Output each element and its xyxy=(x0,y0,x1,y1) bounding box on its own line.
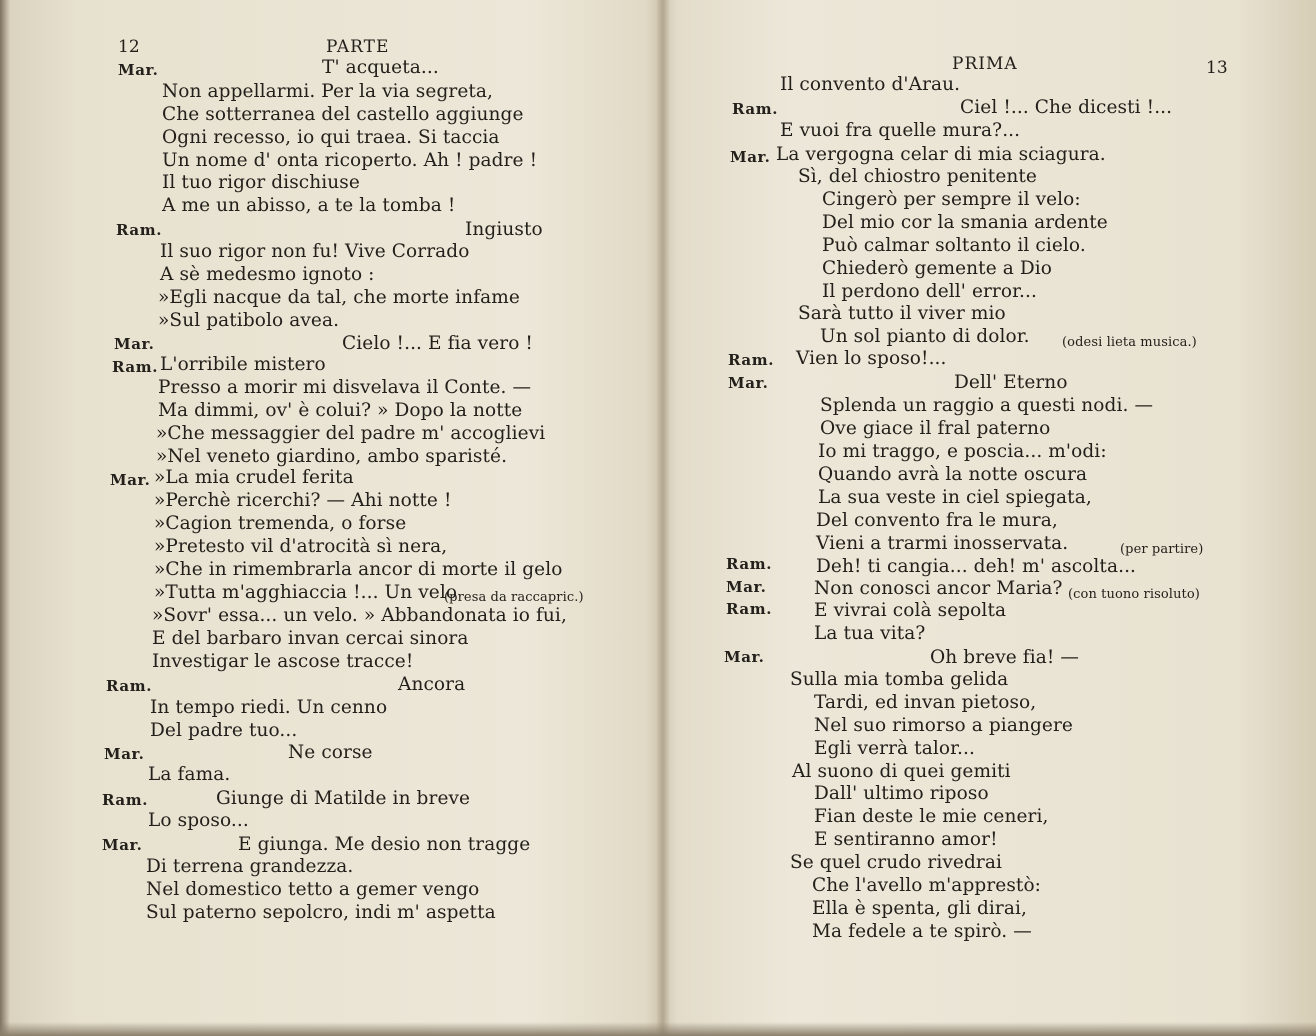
verse-line: Ciel !... Che dicesti !... xyxy=(960,97,1173,118)
speaker-label: Ram. xyxy=(112,358,159,376)
verse-line: Tardi, ed invan pietoso, xyxy=(814,692,1037,713)
verse-line: T' acqueta... xyxy=(322,57,439,78)
verse-line: Ingiusto xyxy=(465,219,543,240)
verse-line: Del mio cor la smania ardente xyxy=(822,212,1108,233)
verse-line: Sarà tutto il viver mio xyxy=(798,303,1006,324)
verse-line: E sentiranno amor! xyxy=(814,829,998,850)
verse-line: Del convento fra le mura, xyxy=(816,510,1058,531)
verse-line: Nel suo rimorso a piangere xyxy=(814,715,1073,736)
verse-line: »Cagion tremenda, o forse xyxy=(154,513,407,534)
verse-line: E vuoi fra quelle mura?... xyxy=(780,120,1021,141)
verse-line: Fian deste le mie ceneri, xyxy=(814,806,1049,827)
speaker-label: Ram. xyxy=(726,555,773,573)
speaker-label: Ram. xyxy=(732,100,779,118)
speaker-label: Mar. xyxy=(726,578,767,596)
verse-line: Chiederò gemente a Dio xyxy=(822,258,1053,279)
speaker-label: Mar. xyxy=(728,374,769,392)
verse-line: A sè medesmo ignoto : xyxy=(160,264,375,285)
verse-line: Egli verrà talor... xyxy=(814,738,975,759)
speaker-label: Mar. xyxy=(104,745,145,763)
right-page xyxy=(670,0,1316,1036)
verse-line: »Sovr' essa... un velo. » Abbandonata io fui, xyxy=(152,605,567,626)
verse-line: E giunga. Me desio non tragge xyxy=(238,834,531,855)
verse-line: Ogni recesso, io qui traea. Si taccia xyxy=(162,127,500,148)
verse-line: Deh! ti cangia... deh! m' ascolta... xyxy=(816,556,1137,577)
verse-line: Giunge di Matilde in breve xyxy=(216,788,471,809)
verse-line: L'orribile mistero xyxy=(160,354,326,375)
page-number: 13 xyxy=(1206,58,1228,78)
verse-line: Ancora xyxy=(398,674,466,695)
verse-line: »Sul patibolo avea. xyxy=(158,310,340,331)
verse-line: Io mi traggo, e poscia... m'odi: xyxy=(818,441,1107,462)
verse-line: Cielo !... E fia vero ! xyxy=(342,333,533,354)
verse-line: Il suo rigor non fu! Vive Corrado xyxy=(160,241,470,262)
verse-line: Il tuo rigor dischiuse xyxy=(162,172,360,193)
verse-line: Dell' Eterno xyxy=(954,372,1068,393)
speaker-label: Mar. xyxy=(724,648,765,666)
verse-line: La vergogna celar di mia sciagura. xyxy=(776,144,1106,165)
verse-line: Presso a morir mi disvelava il Conte. — xyxy=(158,377,532,398)
speaker-label: Ram. xyxy=(726,600,773,618)
verse-line: Un nome d' onta ricoperto. Ah ! padre ! xyxy=(162,150,538,171)
stage-direction: (con tuono risoluto) xyxy=(1068,587,1200,602)
speaker-label: Ram. xyxy=(116,221,163,239)
speaker-label: Mar. xyxy=(110,471,151,489)
verse-line: Che l'avello m'apprestò: xyxy=(812,875,1042,896)
verse-line: »Che messaggier del padre m' accoglievi xyxy=(156,423,546,444)
speaker-label: Mar. xyxy=(114,335,155,353)
speaker-label: Ram. xyxy=(102,791,149,809)
verse-line: Può calmar soltanto il cielo. xyxy=(822,235,1086,256)
verse-line: Al suono di quei gemiti xyxy=(792,761,1011,782)
verse-line: Ove giace il fral paterno xyxy=(820,418,1051,439)
verse-line: Un sol pianto di dolor. xyxy=(820,326,1030,347)
verse-line: Vieni a trarmi inosservata. xyxy=(816,533,1069,554)
verse-line: Il convento d'Arau. xyxy=(780,74,961,95)
verse-line: »La mia crudel ferita xyxy=(154,467,354,488)
verse-line: »Egli nacque da tal, che morte infame xyxy=(158,287,520,308)
verse-line: Il perdono dell' error... xyxy=(822,281,1037,302)
verse-line: Splenda un raggio a questi nodi. — xyxy=(820,395,1154,416)
verse-line: »Pretesto vil d'atrocità sì nera, xyxy=(154,536,448,557)
running-head: PARTE xyxy=(326,37,390,57)
verse-line: »Perchè ricerchi? — Ahi notte ! xyxy=(154,490,452,511)
speaker-label: Mar. xyxy=(102,836,143,854)
verse-line: Ne corse xyxy=(288,742,373,763)
running-head: PRIMA xyxy=(952,54,1018,74)
speaker-label: Ram. xyxy=(106,677,153,695)
book-gutter xyxy=(656,0,670,1036)
verse-line: Non conosci ancor Maria? xyxy=(814,578,1063,599)
verse-line: E vivrai colà sepolta xyxy=(814,600,1007,621)
speaker-label: Mar. xyxy=(118,61,159,79)
verse-line: A me un abisso, a te la tomba ! xyxy=(162,195,456,216)
verse-line: Ella è spenta, gli dirai, xyxy=(812,898,1027,919)
verse-line: La tua vita? xyxy=(814,623,926,644)
verse-line: Del padre tuo... xyxy=(150,720,298,741)
verse-line: »Tutta m'agghiaccia !... Un velo xyxy=(154,582,458,603)
verse-line: »Che in rimembrarla ancor di morte il gelo xyxy=(154,559,563,580)
verse-line: Ma fedele a te spirò. — xyxy=(812,921,1032,942)
verse-line: Se quel crudo rivedrai xyxy=(790,852,1002,873)
stage-direction: (per partire) xyxy=(1120,542,1204,557)
verse-line: Sulla mia tomba gelida xyxy=(790,669,1009,690)
verse-line: Investigar le ascose tracce! xyxy=(152,651,414,672)
page-number: 12 xyxy=(118,37,140,57)
verse-line: Non appellarmi. Per la via segreta, xyxy=(162,81,494,102)
verse-line: Sì, del chiostro penitente xyxy=(798,166,1037,187)
verse-line: Quando avrà la notte oscura xyxy=(818,464,1088,485)
verse-line: Dall' ultimo riposo xyxy=(814,783,989,804)
verse-line: Vien lo sposo!... xyxy=(796,348,947,369)
verse-line: Di terrena grandezza. xyxy=(146,856,354,877)
verse-line: Nel domestico tetto a gemer vengo xyxy=(146,879,480,900)
verse-line: La sua veste in ciel spiegata, xyxy=(818,487,1092,508)
verse-line: Ma dimmi, ov' è colui? » Dopo la notte xyxy=(158,400,523,421)
speaker-label: Ram. xyxy=(728,351,775,369)
verse-line: Che sotterranea del castello aggiunge xyxy=(162,104,524,125)
verse-line: Cingerò per sempre il velo: xyxy=(822,189,1081,210)
verse-line: La fama. xyxy=(148,764,231,785)
verse-line: E del barbaro invan cercai sinora xyxy=(152,628,469,649)
verse-line: Oh breve fia! — xyxy=(930,647,1079,668)
speaker-label: Mar. xyxy=(730,148,771,166)
left-page xyxy=(0,0,656,1036)
verse-line: »Nel veneto giardino, ambo sparisté. xyxy=(156,446,508,467)
stage-direction: (presa da raccapric.) xyxy=(444,590,584,605)
stage-direction: (odesi lieta musica.) xyxy=(1062,335,1197,350)
verse-line: Sul paterno sepolcro, indi m' aspetta xyxy=(146,902,496,923)
verse-line: In tempo riedi. Un cenno xyxy=(150,697,388,718)
verse-line: Lo sposo... xyxy=(148,810,249,831)
